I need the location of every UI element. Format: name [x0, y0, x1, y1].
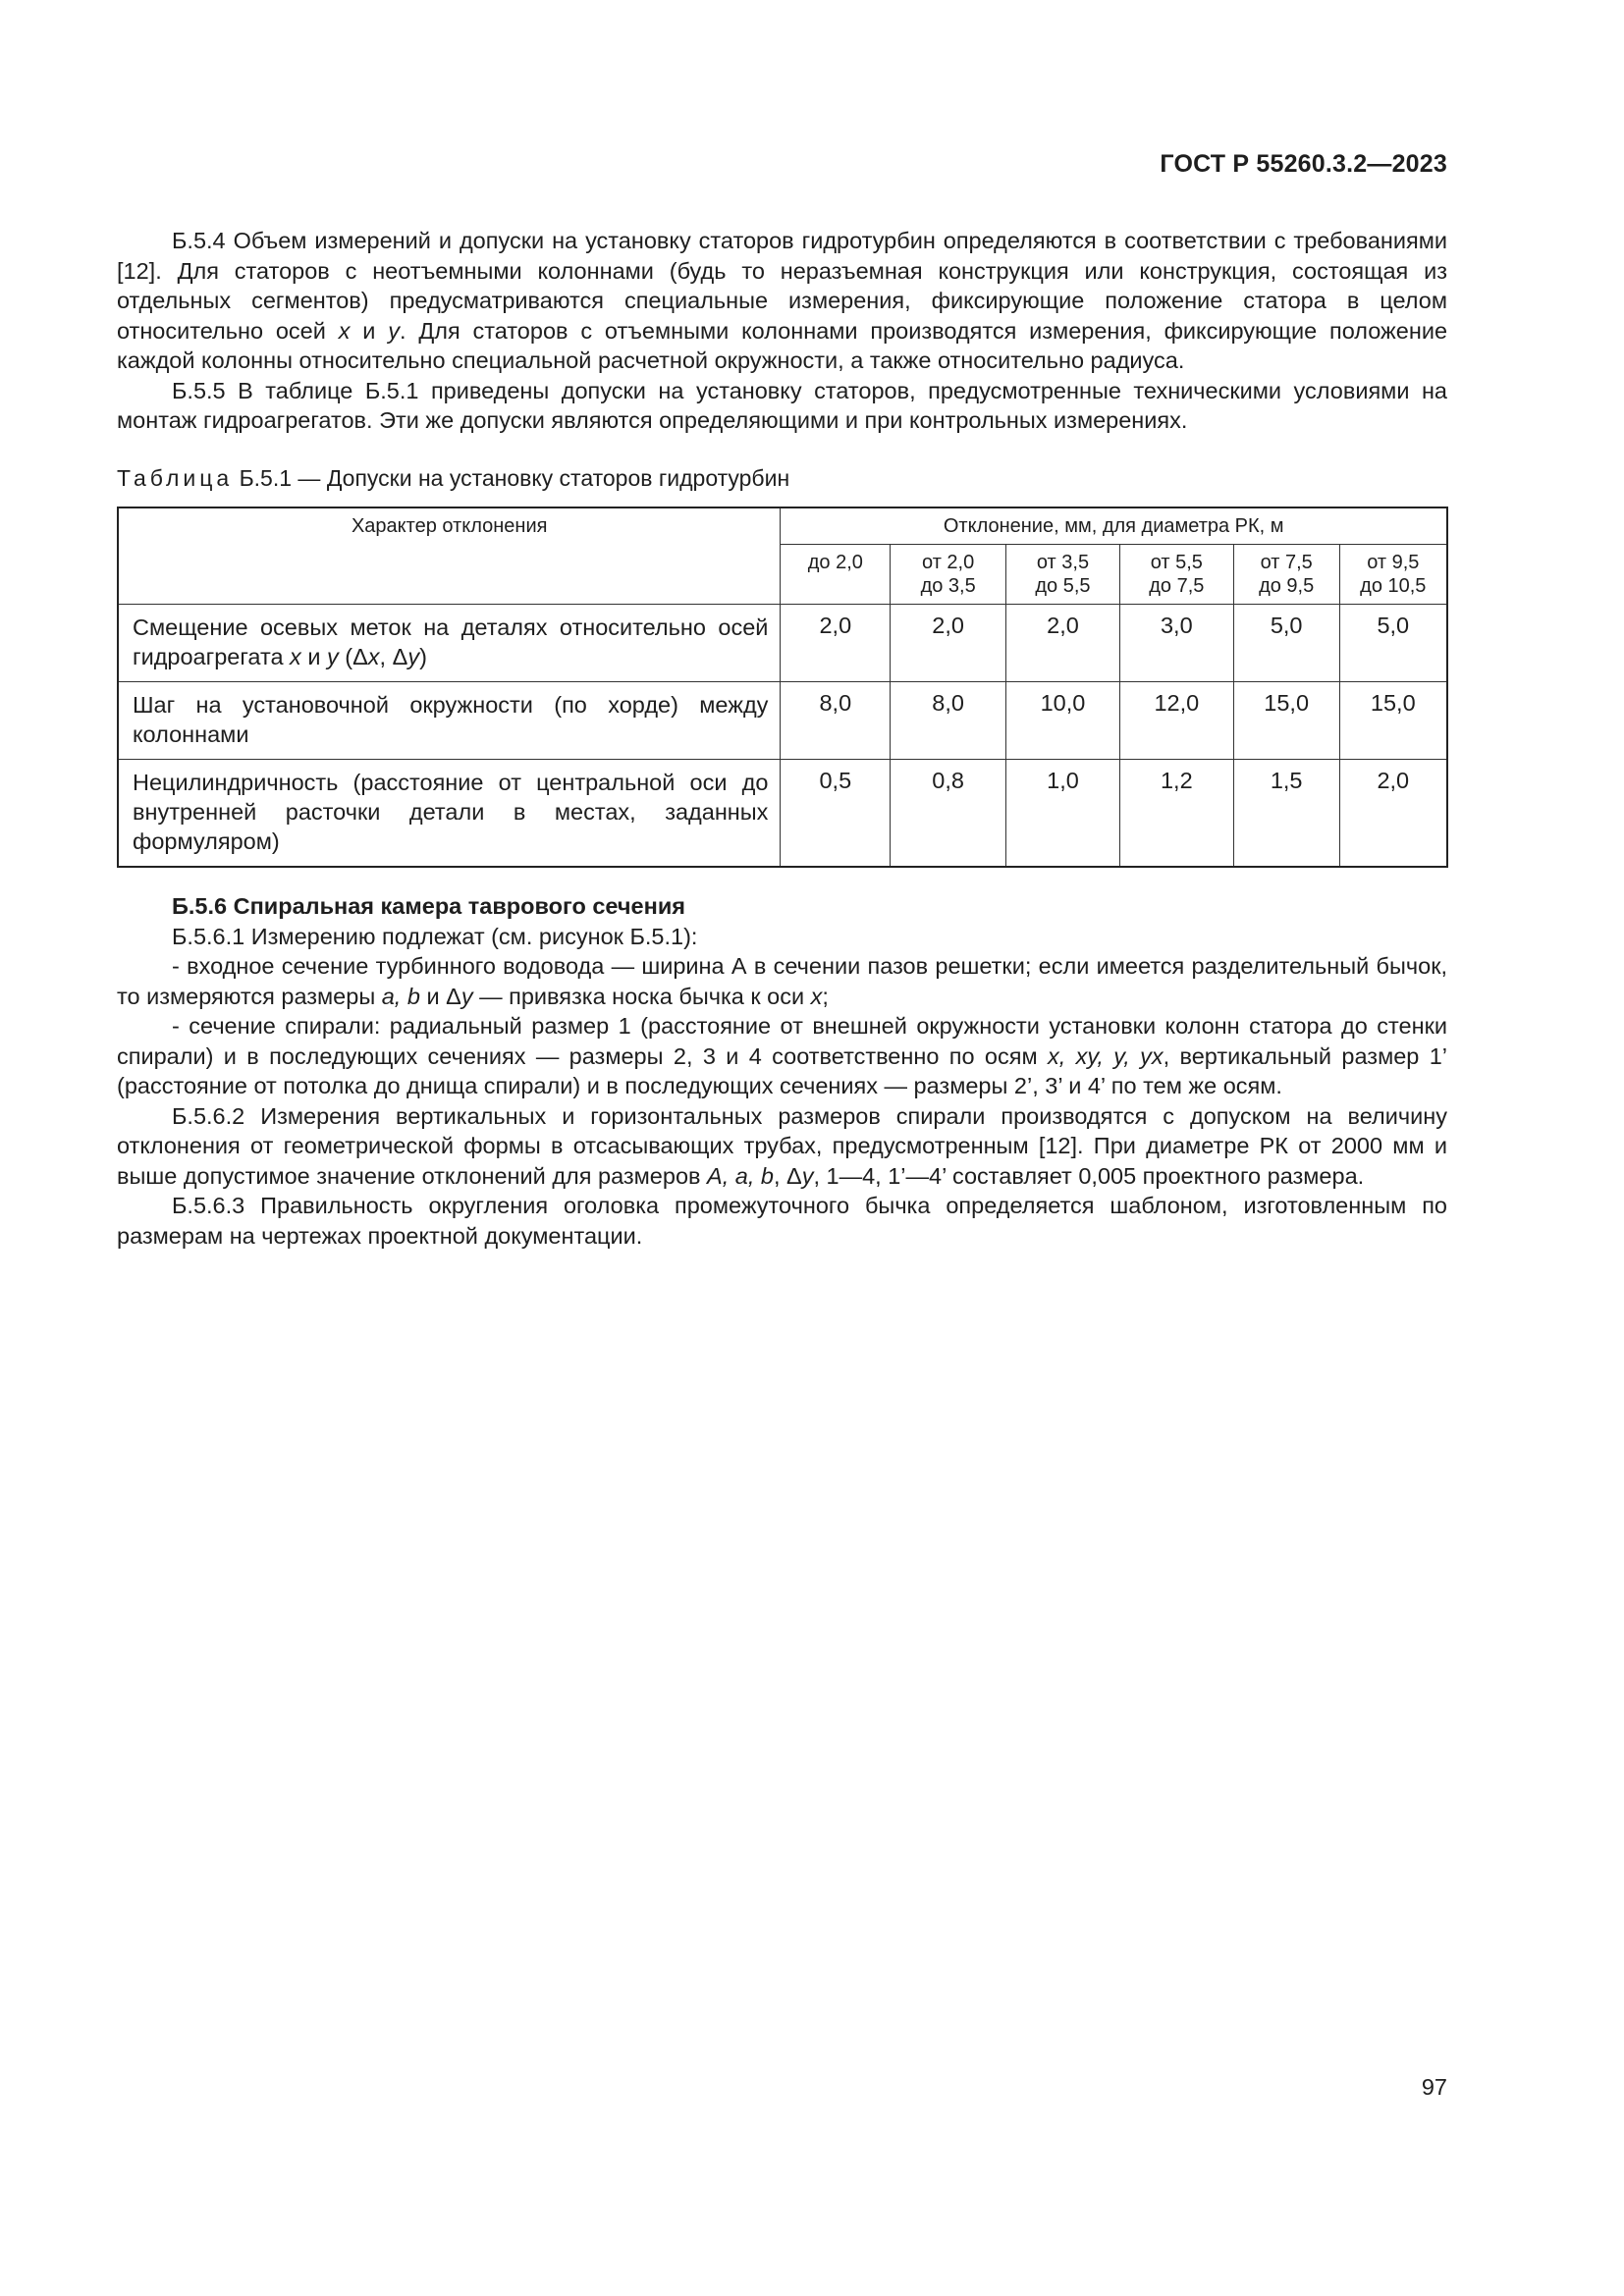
- col-header-line: до 5,5: [1035, 575, 1091, 597]
- var-dims: A, a, b: [707, 1162, 774, 1189]
- table-cell: 15,0: [1339, 682, 1447, 760]
- row-label: Шаг на установочной окружности (по хорде) между колоннами: [118, 682, 781, 760]
- text-span: и: [350, 317, 389, 344]
- table-cell: 12,0: [1119, 682, 1233, 760]
- table-cell: 1,2: [1119, 760, 1233, 868]
- var-x: x: [290, 644, 301, 669]
- var-ab: a, b: [381, 983, 420, 1009]
- col-header-line: от 7,5: [1260, 552, 1313, 573]
- col-header-line: от 9,5: [1367, 552, 1420, 573]
- var-y: y: [801, 1162, 814, 1189]
- table-cell: 3,0: [1119, 605, 1233, 682]
- paragraph-b562: [117, 1101, 1447, 1192]
- header-deviation-type: Характер отклонения: [118, 507, 781, 605]
- col-header-line: от 2,0: [922, 552, 975, 573]
- row-label: [118, 605, 781, 682]
- text-span: (Δ: [338, 644, 368, 669]
- col-header-diameter: [1339, 545, 1447, 605]
- var-x: x: [338, 317, 351, 344]
- var-y: y: [326, 644, 339, 669]
- text-span: и: [300, 644, 327, 669]
- text-span: ): [419, 644, 427, 669]
- paragraph-inlet-section: [117, 951, 1447, 1011]
- text-span: . Для статоров с отъемными колоннами производятся измерения, фиксирующие положение каждой колонны относительно специальной расчетной окружности, а также относительно радиуса.: [117, 317, 1448, 373]
- table-row: [118, 682, 1447, 760]
- table-cell: 10,0: [1006, 682, 1120, 760]
- paragraph-b563: Б.5.6.3 Правильность округления оголовка промежуточного бычка определяется шаблоном, изготовленным по размерам на чертежах проектной документации.: [117, 1193, 1447, 1249]
- text-span: Б.5.6.2 Измерения вертикальных и горизонтальных размеров спирали производятся с допуском на величину отклонения от геометрической формы в отсасывающих трубах, предусмотренным [12]. При диаметре РК от 2000 мм и выше допустимое значение отклонений для размеров: [117, 1102, 1447, 1189]
- table-cell: 15,0: [1233, 682, 1339, 760]
- var-x: x: [367, 644, 380, 669]
- text-span: и Δ: [419, 983, 461, 1009]
- table-cell: 2,0: [1006, 605, 1120, 682]
- col-header-line: до 7,5: [1149, 575, 1205, 597]
- col-header-diameter: [1119, 545, 1233, 605]
- text-span: Б.5.4 Объем измерений и допуски на установку статоров гидротурбин определяются в соответствии с требованиями [12]. Для статоров с неотъемными колоннами (будь то неразъемная конструкция или конструкция, состоящая из отдельных сегментов) предусматриваются специальные измерения, фиксирующие положение статора в целом относительно осей: [117, 228, 1447, 344]
- row-label: Нецилиндричность (расстояние от центральной оси до внутренней расточки детали в местах, заданных формуляром): [118, 760, 781, 868]
- text-span: , вертикальный размер 1’ (расстояние от потолка до днища спирали) и в последующих сечениях — размеры 2’, 3’ и 4’ по тем же осям.: [117, 1042, 1448, 1098]
- table-cell: 1,5: [1233, 760, 1339, 868]
- col-header-line: от 3,5: [1036, 552, 1090, 573]
- tolerance-table: [117, 507, 1448, 868]
- var-y: y: [460, 983, 473, 1009]
- col-header-diameter: [1006, 545, 1120, 605]
- col-header-diameter: [891, 545, 1006, 605]
- table-cell: 5,0: [1233, 605, 1339, 682]
- text-span: - входное сечение турбинного водовода — ширина А в сечении пазов решетки; если имеется разделительный бычок, то измеряются размеры: [117, 953, 1447, 1009]
- page-number: 97: [1421, 2074, 1447, 2100]
- table-cell: 0,8: [891, 760, 1006, 868]
- paragraph-b54: [117, 226, 1447, 376]
- var-y: y: [407, 644, 420, 669]
- table-caption-title: Б.5.1 — Допуски на установку статоров гидротурбин: [233, 464, 790, 491]
- text-span: , Δ: [379, 644, 408, 669]
- table-row: [118, 760, 1447, 868]
- table-cell: 1,0: [1006, 760, 1120, 868]
- table-cell: 2,0: [781, 605, 891, 682]
- paragraph-spiral-section: [117, 1011, 1447, 1101]
- col-header-line: до 9,5: [1259, 575, 1315, 597]
- col-header-line: до 10,5: [1360, 575, 1427, 597]
- text-span: Смещение осевых меток на деталях относительно осей гидроагрегата: [133, 614, 769, 669]
- paragraph-b55: Б.5.5 В таблице Б.5.1 приведены допуски на установку статоров, предусмотренные техническими условиями на монтаж гидроагрегатов. Эти же допуски являются определяющими и при контрольных измерениях.: [117, 377, 1447, 433]
- var-x: x: [810, 983, 823, 1009]
- table-cell: 0,5: [781, 760, 891, 868]
- var-y: y: [388, 317, 400, 344]
- table-row: [118, 605, 1447, 682]
- section-heading-b56: Б.5.6 Спиральная камера таврового сечения: [172, 893, 685, 919]
- page-content: [117, 226, 1447, 1251]
- table-cell: 2,0: [1339, 760, 1447, 868]
- var-axes: x, xy, y, yx: [1047, 1042, 1164, 1069]
- table-caption: [117, 463, 1447, 494]
- col-header-line: до 2,0: [807, 552, 863, 573]
- col-header-diameter: [781, 545, 891, 605]
- col-header-diameter: [1233, 545, 1339, 605]
- text-span: — привязка носка бычка к оси: [472, 983, 811, 1009]
- table-cell: 8,0: [781, 682, 891, 760]
- paragraph-b561: Б.5.6.1 Измерению подлежат (см. рисунок Б.5.1):: [172, 923, 698, 949]
- text-span: , 1—4, 1’—4’ составляет 0,005 проектного размера.: [813, 1162, 1365, 1189]
- col-header-line: до 3,5: [920, 575, 976, 597]
- table-cell: 2,0: [891, 605, 1006, 682]
- text-span: , Δ: [773, 1162, 802, 1189]
- table-caption-word: Таблица: [117, 464, 234, 491]
- col-header-line: от 5,5: [1150, 552, 1203, 573]
- text-span: ;: [822, 983, 829, 1009]
- table-cell: 5,0: [1339, 605, 1447, 682]
- header-deviation-group: Отклонение, мм, для диаметра РК, м: [781, 507, 1447, 545]
- document-header: ГОСТ Р 55260.3.2—2023: [1160, 150, 1447, 178]
- text-span: - сечение спирали: радиальный размер 1 (расстояние от внешней окружности установки колонн статора до стенки спирали) и в последующих сечениях — размеры 2, 3 и 4 соответственно по осям: [117, 1013, 1447, 1069]
- table-cell: 8,0: [891, 682, 1006, 760]
